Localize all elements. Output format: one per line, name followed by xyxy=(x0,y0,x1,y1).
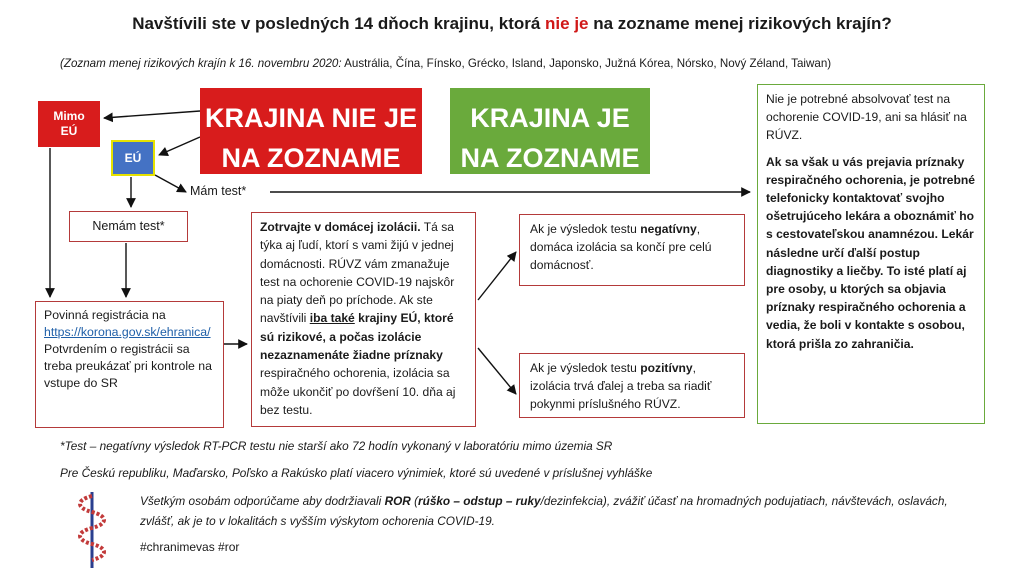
on-list-info-panel xyxy=(757,84,985,424)
recommendation-bold-items: rúško – odstup – ruky xyxy=(418,494,541,508)
recommendation-paren: ( xyxy=(410,494,419,508)
recommendation-text xyxy=(140,491,980,531)
isolation-bold2: krajiny EÚ, ktoré sú rizikové, a počas izolácie nezaznamenáte žiadne príznaky xyxy=(260,311,454,363)
info-paragraph-1: Nie je potrebné absolvovať test na ochorenie COVID-19, ani sa hlásiť na RÚVZ. xyxy=(766,92,967,143)
registration-box xyxy=(35,301,224,428)
title-highlight: nie je xyxy=(545,14,589,33)
positive-result-box xyxy=(519,353,745,418)
arrow-to-positive xyxy=(478,348,516,394)
negative-text1: Ak je výsledok testu xyxy=(530,222,641,236)
registration-link[interactable]: https://korona.gov.sk/ehranica/ xyxy=(44,325,211,339)
isolation-box xyxy=(251,212,476,427)
negative-result-box xyxy=(519,214,745,286)
banner-on-list-line1: KRAJINA JE xyxy=(470,103,630,133)
isolation-text2: respiračného ochorenia, izolácia sa môže ukončiť po dovŕšení 10. dňa aj bez testu. xyxy=(260,366,456,417)
banner-on-list xyxy=(450,88,650,174)
positive-bold: pozitívny xyxy=(640,361,693,375)
subtitle-label: (Zoznam menej rizikových krajín k 16. novembru 2020: xyxy=(60,57,342,70)
isolation-heading: Zotrvajte v domácej izolácii. xyxy=(260,220,421,234)
test-footnote: *Test – negatívny výsledok RT-PCR testu nie starší ako 72 hodín vykonaný v laboratóriu mimo územia SR xyxy=(60,439,613,453)
isolation-text1: Tá sa týka aj ľudí, ktorí s vami žijú v jednej domácnosti. RÚVZ vám zmanažuje test na ochorenie COVID-19 najskôr na piaty deň po príchode. Ak ste navštívili xyxy=(260,220,455,326)
eu-node: EÚ xyxy=(111,140,155,176)
rod-of-asclepius-logo xyxy=(72,490,112,570)
registration-heading: Povinná registrácia na xyxy=(44,308,166,322)
arrow-to-negative xyxy=(478,252,516,300)
mimo-eu-line1: Mimo xyxy=(53,109,85,123)
positive-text1: Ak je výsledok testu xyxy=(530,361,641,375)
negative-text2: , domáca izolácia sa končí pre celú domácnosť. xyxy=(530,222,712,272)
positive-text2: , izolácia trvá ďalej a treba sa riadiť pokynmi príslušného RÚVZ. xyxy=(530,361,712,411)
recommendation-text2: /dezinfekcia), zvážiť účasť na hromadných podujatiach, návštevách, oslavách, zvlášť, ak je to v lokalitách s vyšším výskytom ochorenia COVID-19. xyxy=(140,494,948,528)
recommendation-ror: ROR xyxy=(384,494,411,508)
banner-not-on-list-line1: KRAJINA NIE JE xyxy=(204,103,418,133)
isolation-emphasis: iba také xyxy=(309,311,355,326)
mimo-eu-node xyxy=(38,101,100,147)
mimo-eu-line2: EÚ xyxy=(60,124,78,138)
title-text-end: na zozname menej rizikových krajín? xyxy=(588,14,892,33)
have-test-label: Mám test* xyxy=(190,184,247,198)
exceptions-note: Pre Českú republiku, Maďarsko, Poľsko a Rakúsko platí viacero výnimiek, ktoré sú uvedené v príslušnej vyhláške xyxy=(60,466,653,480)
hashtags: #chranimevas #ror xyxy=(140,540,240,554)
no-test-box: Nemám test* xyxy=(69,211,188,242)
banner-not-on-list-line2: NA ZOZNAME xyxy=(221,143,401,173)
negative-bold: negatívny xyxy=(640,222,697,236)
banner-not-on-list xyxy=(200,88,422,174)
arrow-to-eu xyxy=(159,137,200,155)
info-paragraph-2: Ak sa však u vás prejavia príznaky respiračného ochorenia, je potrebné telefonicky kontaktovať svojho ošetrujúceho lekára a oboznámiť ho s cestovateľskou anamnézou. Lekár následne určí ďalší postup diagnostiky a liečby. To isté platí aj pre osoby, u ktorých sa objavia príznaky respiračného ochorenia a vedia, že boli v kontakte s osobou, ktorá prišla zo zahraničia. xyxy=(766,154,976,351)
recommendation-text1: Všetkým osobám odporúčame aby dodržiavali xyxy=(140,494,385,508)
subtitle-countries: Austrália, Čína, Fínsko, Grécko, Island, Japonsko, Južná Kórea, Nórsko, Nový Zéland, Taiwan) xyxy=(341,57,832,70)
registration-text: Potvrdením o registrácii sa treba preukázať pri kontrole na vstupe do SR xyxy=(44,342,212,390)
banner-on-list-line2: NA ZOZNAME xyxy=(460,143,640,173)
arrow-to-mimo-eu xyxy=(104,111,200,118)
arrow-to-mam-test xyxy=(155,175,186,192)
title-text: Navštívili ste v posledných 14 dňoch krajinu, ktorá xyxy=(132,14,546,33)
